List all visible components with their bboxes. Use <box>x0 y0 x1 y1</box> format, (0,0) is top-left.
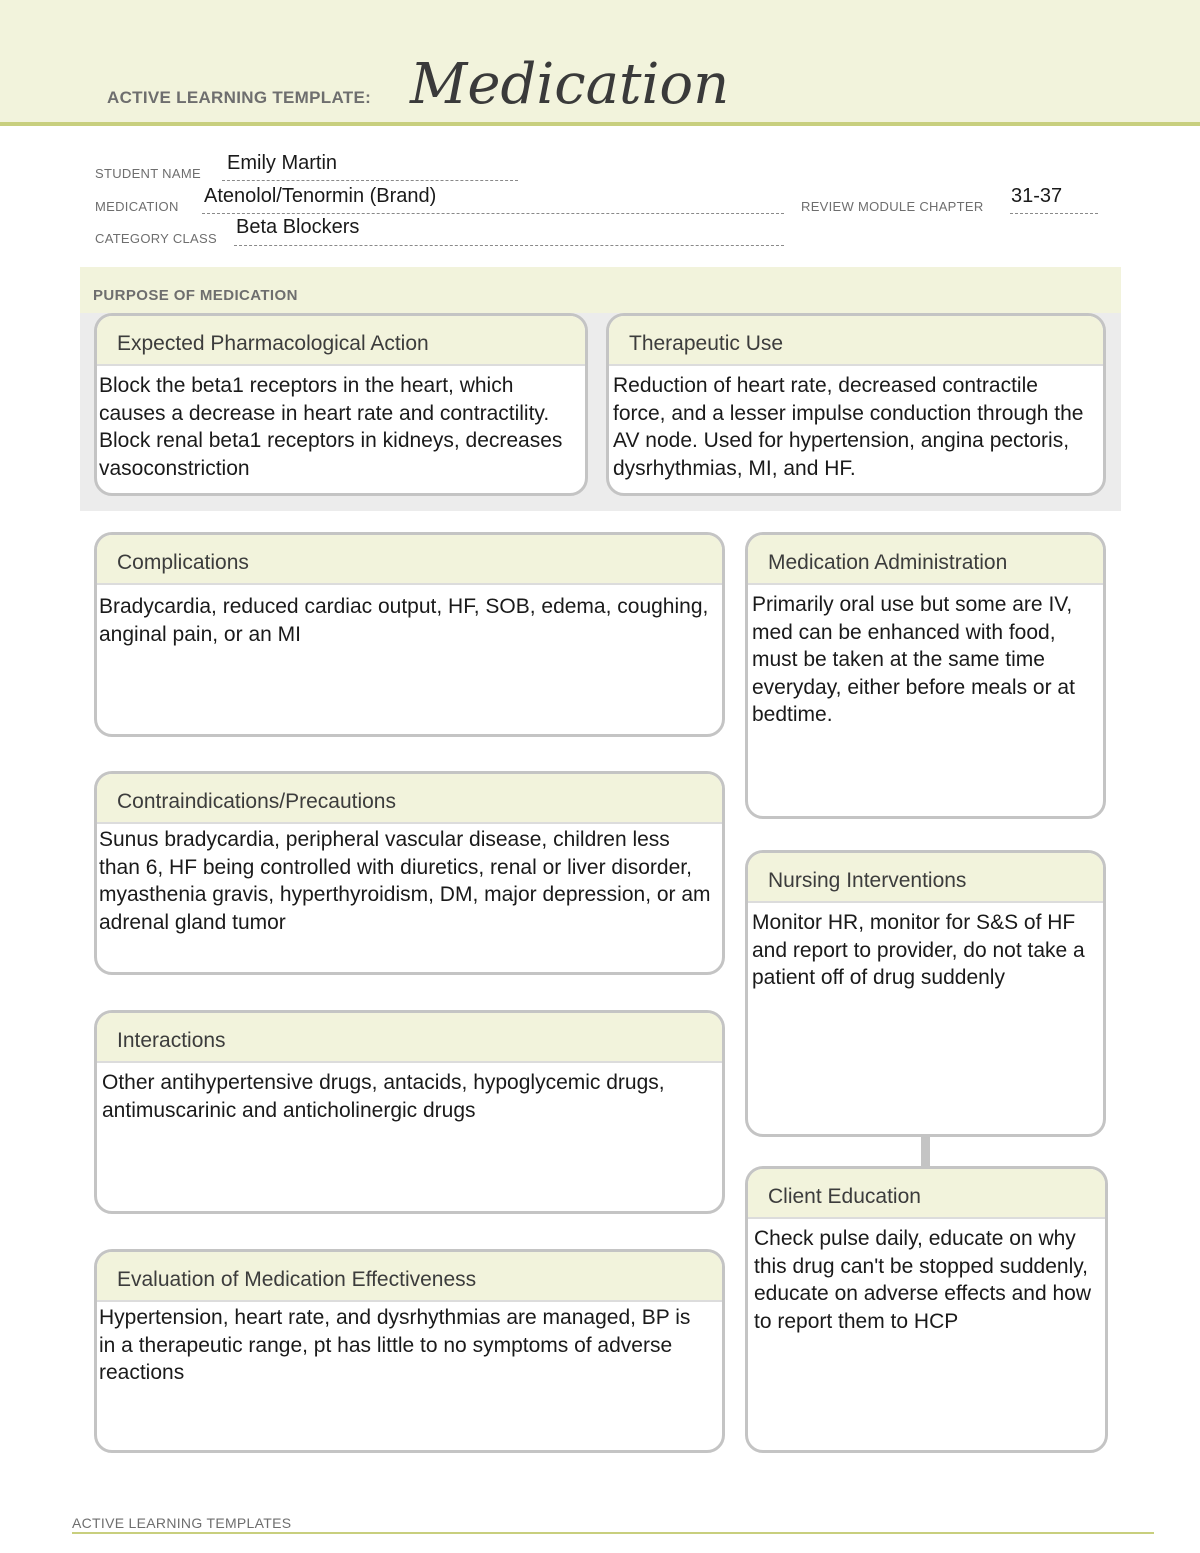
student-name-field[interactable]: Emily Martin <box>227 152 338 174</box>
evaluation-text[interactable]: Hypertension, heart rate, and dysrhythmias are managed, BP is in a therapeutic range, pt has little to no symptoms of adverse reactions <box>99 1306 691 1384</box>
section-connector <box>921 1135 930 1167</box>
expected-action-text[interactable]: Block the beta1 receptors in the heart, which causes a decrease in heart rate and contractility. Block renal beta1 receptors in kidneys, decreases vasoconstriction <box>99 374 563 480</box>
education-card <box>745 1166 1108 1453</box>
therapeutic-use-card <box>606 313 1106 496</box>
evaluation-title: Evaluation of Medication Effectiveness <box>97 1252 722 1302</box>
header-rule <box>0 122 1200 126</box>
administration-title: Medication Administration <box>748 535 1103 585</box>
administration-text[interactable]: Primarily oral use but some are IV, med can be enhanced with food, must be taken at the same time everyday, either before meals or at bedtime. <box>752 593 1075 726</box>
footer-label: ACTIVE LEARNING TEMPLATES <box>72 1515 292 1531</box>
complications-card <box>94 532 725 737</box>
chapter-label: REVIEW MODULE CHAPTER <box>801 199 984 214</box>
footer-rule <box>72 1532 1154 1534</box>
category-field[interactable]: Beta Blockers <box>236 216 360 238</box>
student-name-label: STUDENT NAME <box>95 166 201 181</box>
expected-action-title: Expected Pharmacological Action <box>97 316 585 366</box>
chapter-field[interactable]: 31-37 <box>1011 185 1063 207</box>
therapeutic-use-text[interactable]: Reduction of heart rate, decreased contractile force, and a lesser impulse conduction through the AV node. Used for hypertension, angina pectoris, dysrhythmias, MI, and HF. <box>613 374 1084 480</box>
interactions-text[interactable]: Other antihypertensive drugs, antacids, hypoglycemic drugs, antimuscarinic and anticholinergic drugs <box>102 1071 665 1122</box>
complications-title: Complications <box>97 535 722 585</box>
nursing-title: Nursing Interventions <box>748 853 1103 903</box>
contraindications-text[interactable]: Sunus bradycardia, peripheral vascular disease, children less than 6, HF being controlled with diuretics, renal or liver disorder, myasthenia gravis, hyperthyroidism, DM, major depression, or am adrenal gland tumor <box>99 828 711 934</box>
medication-field[interactable]: Atenolol/Tenormin (Brand) <box>204 185 437 207</box>
category-label: CATEGORY CLASS <box>95 231 217 246</box>
contraindications-card <box>94 771 725 975</box>
nursing-text[interactable]: Monitor HR, monitor for S&S of HF and report to provider, do not take a patient off of drug suddenly <box>752 911 1085 989</box>
student-name-line <box>222 180 518 181</box>
medication-label: MEDICATION <box>95 199 179 214</box>
expected-action-card <box>94 313 588 496</box>
chapter-line <box>1010 213 1098 214</box>
interactions-title: Interactions <box>97 1013 722 1063</box>
nursing-card <box>745 850 1106 1137</box>
education-title: Client Education <box>748 1169 1105 1219</box>
administration-card <box>745 532 1106 819</box>
education-text[interactable]: Check pulse daily, educate on why this drug can't be stopped suddenly, educate on adverse effects and how to report them to HCP <box>754 1227 1092 1333</box>
template-title: Medication <box>410 52 730 117</box>
category-line <box>234 245 784 246</box>
complications-text[interactable]: Bradycardia, reduced cardiac output, HF, SOB, edema, coughing, anginal pain, or an MI <box>99 595 709 646</box>
medication-line <box>202 213 784 214</box>
therapeutic-use-title: Therapeutic Use <box>609 316 1103 366</box>
interactions-card <box>94 1010 725 1214</box>
template-label: ACTIVE LEARNING TEMPLATE: <box>107 88 372 107</box>
purpose-title: PURPOSE OF MEDICATION <box>93 287 298 304</box>
contraindications-title: Contraindications/Precautions <box>97 774 722 824</box>
evaluation-card <box>94 1249 725 1453</box>
